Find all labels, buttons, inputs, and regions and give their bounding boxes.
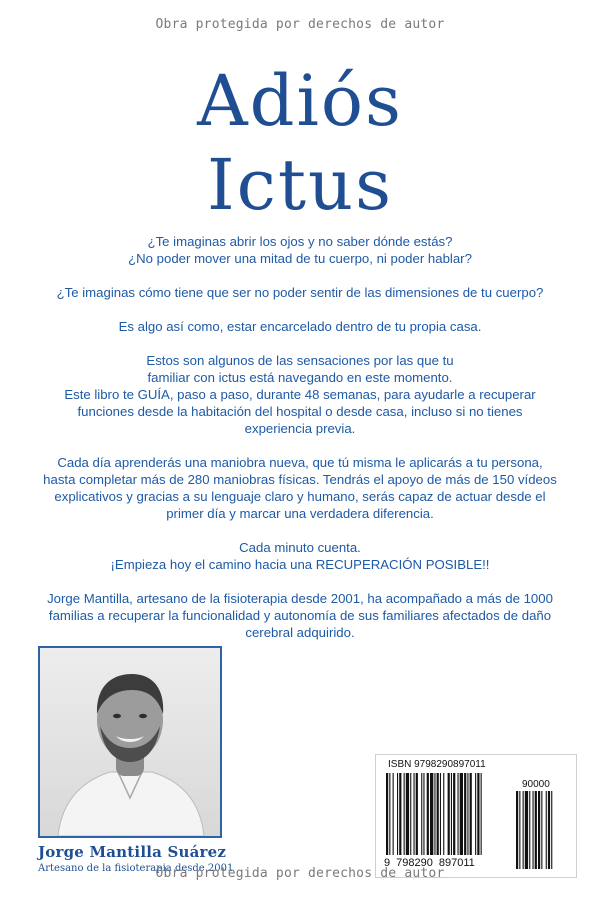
barcode-bar <box>448 773 450 855</box>
author-photo <box>38 646 222 838</box>
barcode-bar <box>423 773 424 855</box>
barcode-bar <box>434 773 435 855</box>
barcode-bar <box>406 773 409 855</box>
barcode-addon-bar <box>529 791 530 869</box>
copyright-watermark-bottom: Obra protegida por derechos de autor <box>155 866 445 881</box>
isbn-barcode <box>375 754 577 878</box>
barcode-bar <box>393 773 394 855</box>
barcode-bar <box>470 773 472 855</box>
barcode-bar <box>481 773 482 855</box>
barcode-bar <box>410 773 411 855</box>
barcode-addon-bar <box>525 791 528 869</box>
author-name: Jorge Mantilla Suárez <box>38 843 227 861</box>
barcode-bar <box>414 773 415 855</box>
isbn-label: ISBN 9798290897011 <box>388 759 486 770</box>
barcode-bar <box>440 773 441 855</box>
back-cover-blurb <box>30 233 570 641</box>
book-title-line-1: Adiós <box>197 60 403 142</box>
barcode-digit-group: 9 <box>384 857 391 869</box>
barcode-bar <box>460 773 463 855</box>
barcode-bar <box>453 773 455 855</box>
barcode-addon-bar <box>548 791 550 869</box>
book-title-line-2: Ictus <box>207 144 393 226</box>
blurb-paragraph: Cada día aprenderás una maniobra nueva, que tú misma le aplicarás a tu persona, hasta completar más de 280 maniobras físicas. Tendrás el apoyo de más de 150 vídeos explicativos y gracias a su lenguaje claro y humano, serás capaz de actuar desde el primer día y marcar una verdadera diferencia. <box>43 455 557 521</box>
barcode-addon-bar <box>538 791 540 869</box>
blurb-paragraph: Cada minuto cuenta. ¡Empieza hoy el camino hacia una RECUPERACIÓN POSIBLE!! <box>110 540 490 572</box>
barcode-bar <box>475 773 476 855</box>
barcode-bar <box>458 773 459 855</box>
author-portrait-icon <box>40 648 220 836</box>
blurb-paragraph: Estos son algunos de las sensaciones por las que tu familiar con ictus está navegando en este momento. Este libro te GUÍA, paso a paso, durante 48 semanas, para ayudarle a recuperar funciones desde la habitación del hospital o desde casa, incluso si no tienes experiencia previa. <box>64 353 536 436</box>
copyright-watermark-top: Obra protegida por derechos de autor <box>155 17 445 32</box>
blurb-paragraph: Es algo así como, estar encarcelado dentro de tu propia casa. <box>118 319 482 334</box>
barcode-bar <box>443 773 444 855</box>
blurb-paragraph: ¿Te imaginas cómo tiene que ser no poder sentir de las dimensiones de tu cuerpo? <box>56 285 544 300</box>
barcode-digit-group: 897011 <box>438 857 475 869</box>
barcode-bar <box>430 773 433 855</box>
price-code: 90000 <box>522 779 550 790</box>
barcode-bar <box>397 773 398 855</box>
blurb-paragraph: Jorge Mantilla, artesano de la fisioterapia desde 2001, ha acompañado a más de 1000 familias a recuperar la funcionalidad y autonomía de sus familiares afectados de daño cerebral adquirido. <box>47 591 553 640</box>
barcode-bar <box>467 773 468 855</box>
barcode-bar <box>416 773 418 855</box>
barcode-addon-bar <box>535 791 537 869</box>
barcode-addon-bar <box>533 791 534 869</box>
barcode-bar <box>421 773 422 855</box>
barcode-bar <box>437 773 439 855</box>
barcode-bar <box>386 773 388 855</box>
barcode-bar <box>427 773 429 855</box>
barcode-bar <box>464 773 466 855</box>
barcode-digit-group: 798290 <box>396 857 433 869</box>
barcode-bar <box>389 773 390 855</box>
barcode-bar <box>477 773 479 855</box>
barcode-bar <box>404 773 405 855</box>
barcode-bar <box>399 773 401 855</box>
barcode-addon-bar <box>551 791 552 869</box>
barcode-bar <box>451 773 452 855</box>
barcode-addon-bar <box>546 791 547 869</box>
barcode-addon-bar <box>541 791 542 869</box>
blurb-paragraph: ¿Te imaginas abrir los ojos y no saber dónde estás? ¿No poder mover una mitad de tu cuerpo, ni poder hablar? <box>128 234 472 266</box>
author-subtitle: Artesano de la fisioterapia desde 2001 <box>38 863 234 874</box>
